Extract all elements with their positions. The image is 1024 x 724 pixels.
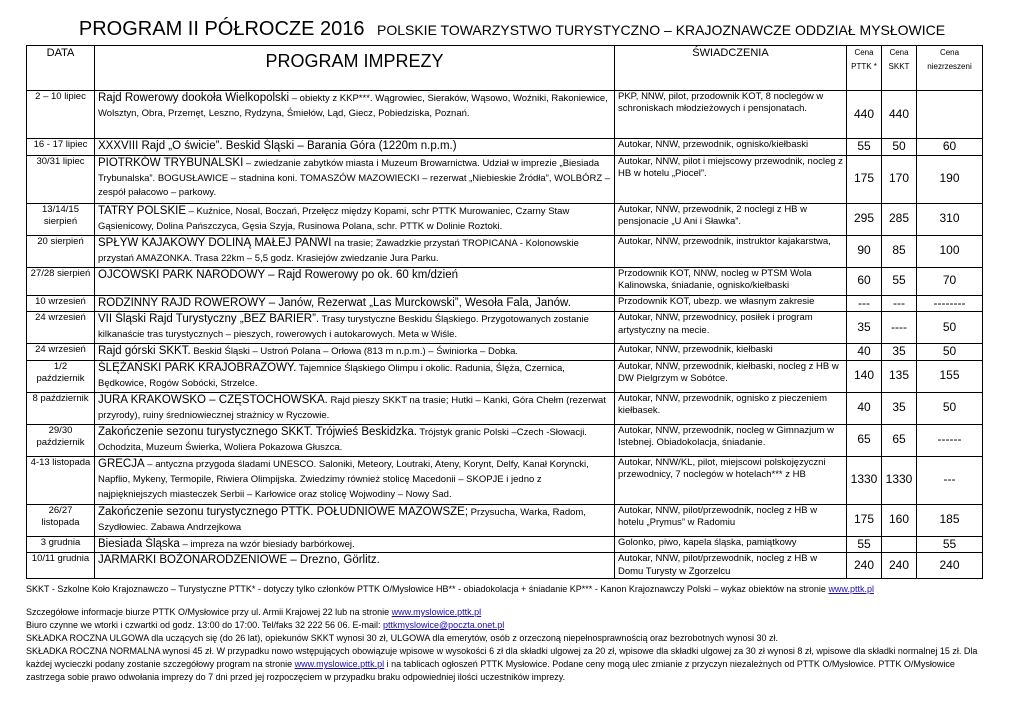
row-price-skkt: 135 [882, 360, 917, 392]
program-table [26, 45, 983, 579]
row-price-other: 50 [917, 312, 983, 344]
row-program [95, 139, 615, 156]
row-date: 8 październik [27, 392, 95, 424]
row-price-other: 155 [917, 360, 983, 392]
program-details: na trasie; Zawadzkie przystań TROPICANA - Kolonowskie przystań AMAZONKA. Trasa 22km – 5,5 godz. Krasiejów zwiedzanie Jura Parku. [98, 237, 579, 264]
row-program [95, 235, 615, 267]
row-benefits: Autokar, NNW, pilot/przewodnik, nocleg z HB w Domu Turysty w Zgorzelcu [615, 553, 847, 579]
row-price-pttk: 60 [847, 267, 882, 295]
email-link[interactable]: pttkmyslowice@poczta.onet.pl [383, 620, 505, 631]
row-price-skkt: --- [882, 295, 917, 312]
footer-info-office: Szczegółowe informacje biurze PTTK O/Mysłowice przy ul. Armii Krajowej 22 lub na stronie www.myslowice.pttk.pl [26, 607, 482, 618]
column-header-benefits: ŚWIADCZENIA [615, 46, 847, 91]
table-row [27, 91, 983, 139]
row-price-skkt: 50 [882, 139, 917, 156]
row-program [95, 312, 615, 344]
footer-info-hours: Biuro czynne we wtorki i czwartki od godz. 13:00 do 17:00. Tel/faks 32 222 56 06. E-mail: pttkmyslowice@poczta.onet.pl [26, 620, 505, 631]
row-price-skkt: 85 [882, 235, 917, 267]
row-program [95, 203, 615, 235]
row-price-skkt: 440 [882, 91, 917, 139]
row-price-pttk: 175 [847, 155, 882, 203]
program-details: – zwiedzanie zabytków miasta i Muzeum Browarnictwa. Udział w imprezie „Biesiada Trybunalska”. BOGUSŁAWICE – stadnina koni. TOMASZÓW MAZOWIECKI – rezerwat „Niebieskie Źródła”, WOLBÓRZ – zespół pałacowo – parkowy. [98, 157, 611, 199]
row-benefits: Przodownik KOT, ubezp. we własnym zakresie [615, 295, 847, 312]
row-price-pttk: 40 [847, 344, 882, 361]
program-title: JURA KRAKOWSKO – CZĘSTOCHOWSKA. [98, 393, 328, 406]
row-price-skkt: ---- [882, 312, 917, 344]
table-row [27, 155, 983, 203]
row-price-other: -------- [917, 295, 983, 312]
program-details: Beskid Śląski – Ustroń Polana – Orłowa (813 m n.p.m.) – Świniorka – Dobka. [190, 346, 519, 358]
row-program [95, 504, 615, 536]
row-benefits: Autokar, NNW, przewodnicy, posiłek i program artystyczny na mecie. [615, 312, 847, 344]
row-date: 29/30 październik [27, 424, 95, 456]
program-title: ŚLĘŻAŃSKI PARK KRAJOBRAZOWY. [98, 361, 297, 374]
row-price-pttk: 40 [847, 392, 882, 424]
row-price-pttk: 240 [847, 553, 882, 579]
row-program [95, 295, 615, 312]
row-program [95, 155, 615, 203]
row-benefits: Autokar, NNW, pilot/przewodnik, nocleg z HB w hotelu „Prymus” w Radomiu [615, 504, 847, 536]
row-date: 13/14/15 sierpień [27, 203, 95, 235]
row-price-other: 60 [917, 139, 983, 156]
footer-notes [26, 583, 996, 684]
row-date: 10/11 grudnia [27, 553, 95, 579]
row-date: 1/2 październik [27, 360, 95, 392]
row-price-other: --- [917, 456, 983, 504]
row-price-pttk: 140 [847, 360, 882, 392]
program-details: Przysucha, Warka, Radom, Szydłowiec. Zabawa Andrzejkowa [98, 506, 586, 533]
row-price-pttk: 1330 [847, 456, 882, 504]
column-header-date: DATA [27, 46, 95, 91]
row-price-skkt: 35 [882, 392, 917, 424]
table-row [27, 139, 983, 156]
table-row [27, 344, 983, 361]
program-title: VII Śląski Rajd Turystyczny „BEZ BARIER”. [98, 313, 320, 326]
pttk-link[interactable]: www.pttk.pl [828, 584, 874, 594]
program-details: Tajemnice Śląskiego Olimpu i okolic. Radunia, Ślęża, Czernica, Będkowice, Rogów Sobócki, Strzelce. [98, 362, 565, 389]
program-note: – obiekty z KKP***. [289, 93, 376, 104]
table-row [27, 295, 983, 312]
column-header-price-other: Cena niezrzeszeni [917, 46, 983, 91]
row-program [95, 91, 615, 139]
row-program [95, 392, 615, 424]
row-date: 26/27 listopada [27, 504, 95, 536]
row-benefits: Przodownik KOT, NNW, nocleg w PTSM Wola Kalinowska, śniadanie, ognisko/kiełbaski [615, 267, 847, 295]
table-row [27, 235, 983, 267]
row-price-other: 55 [917, 536, 983, 553]
row-price-other [917, 91, 983, 139]
table-row [27, 456, 983, 504]
table-row [27, 536, 983, 553]
row-price-skkt: 35 [882, 344, 917, 361]
row-price-other: 70 [917, 267, 983, 295]
table-row [27, 504, 983, 536]
row-benefits: Autokar, NNW, przewodnik, 2 noclegi z HB w pensjonacie „U Ani i Sławka”. [615, 203, 847, 235]
program-title: Rajd Rowerowy dookoła Wielkopolski [98, 92, 290, 104]
row-price-other: 240 [917, 553, 983, 579]
row-price-pttk: 440 [847, 91, 882, 139]
row-date: 30/31 lipiec [27, 155, 95, 203]
row-price-skkt: 170 [882, 155, 917, 203]
program-title: Biesiada Śląska [98, 537, 180, 550]
row-price-other: 50 [917, 344, 983, 361]
row-benefits: PKP, NNW, pilot, przodownik KOT, 8 noclegów w schroniskach młodzieżowych i pensjonatach. [615, 91, 847, 139]
row-benefits: Autokar, NNW, przewodnik, kiełbaski [615, 344, 847, 361]
program-details: Rajd pieszy SKKT na trasie; Hutki – Kanki, Góra Chełm (rezerwat przyrody), ruiny średniowiecznej strażnicy w Ryczowie. [98, 394, 606, 421]
program-title: GRECJA [98, 457, 145, 470]
row-price-other: 100 [917, 235, 983, 267]
program-title: Zakończenie sezonu turystycznego SKKT. Trójwieś Beskidzka. [98, 425, 417, 438]
row-date: 3 grudnia [27, 536, 95, 553]
row-program [95, 456, 615, 504]
program-title: JARMARKI BOŻONARODZENIOWE – Drezno, Görlitz. [98, 554, 380, 567]
row-price-other: 310 [917, 203, 983, 235]
program-details: Trójstyk granic Polski –Czech -Słowacji. Ochodzita, Muzeum Świerka, Woliera Pokazowa Głuszca. [98, 426, 587, 453]
page-title [0, 18, 1024, 41]
row-benefits: Autokar, NNW/KL, pilot, miejscowi polskojęzyczni przewodnicy, 7 noclegów w hotelach*** z HB [615, 456, 847, 504]
row-date: 20 sierpień [27, 235, 95, 267]
program-details: Wągrowiec, Sieraków, Wąsowo, Woźniki, Rakoniewice, Wolsztyn, Obra, Przemęt, Leszno, Rydzyna, Śmiełów, Ląd, Giecz, Pobiedziska, Poznań. [98, 93, 608, 119]
row-price-other: 50 [917, 392, 983, 424]
row-date: 10 wrzesień [27, 295, 95, 312]
row-benefits: Golonko, piwo, kapela śląska, pamiątkowy [615, 536, 847, 553]
myslowice-link[interactable]: www.myslowice.pttk.pl [391, 607, 482, 618]
row-price-skkt: 65 [882, 424, 917, 456]
row-price-skkt: 285 [882, 203, 917, 235]
program-title: Rajd górski SKKT. [98, 345, 191, 358]
row-price-other: ------ [917, 424, 983, 456]
row-benefits: Autokar, NNW, pilot i miejscowy przewodnik, nocleg z HB w hotelu „Piocel”. [615, 155, 847, 203]
program-details: Trasy turystyczne Beskidu Śląskiego. Przygotowanych zostanie kilkanaście tras turystycznych – pieszych, rowerowych i autokarowych. Meta w Wiśle. [98, 314, 589, 341]
row-price-pttk: 90 [847, 235, 882, 267]
table-row [27, 203, 983, 235]
title-main: PROGRAM II PÓŁROCZE 2016 [78, 18, 365, 40]
table-row [27, 392, 983, 424]
row-date: 4-13 listopada [27, 456, 95, 504]
row-benefits: Autokar, NNW, przewodnik, kiełbaski, nocleg z HB w DW Pielgrzym w Sobótce. [615, 360, 847, 392]
row-program [95, 536, 615, 553]
row-price-pttk: --- [847, 295, 882, 312]
row-price-pttk: 35 [847, 312, 882, 344]
row-program [95, 344, 615, 361]
row-price-pttk: 55 [847, 536, 882, 553]
row-price-skkt: 160 [882, 504, 917, 536]
column-header-price-pttk: Cena PTTK * [847, 46, 882, 91]
row-date: 24 wrzesień [27, 312, 95, 344]
table-row [27, 267, 983, 295]
row-price-pttk: 175 [847, 504, 882, 536]
footer-info-reduced-fee: SKŁADKA ROCZNA ULGOWA dla uczących się (do 26 lat), opiekunów SKKT wynosi 30 zł, ULGOWA dla emerytów, osób z orzeczoną niepełnosprawnością oraz bezrobotnych wynosi 30 zł. [26, 633, 779, 644]
row-price-skkt: 240 [882, 553, 917, 579]
row-date: 27/28 sierpień [27, 267, 95, 295]
row-price-pttk: 65 [847, 424, 882, 456]
row-price-skkt: 1330 [882, 456, 917, 504]
table-header-row [27, 46, 983, 91]
program-title: XXXVIII Rajd „O świcie”. Beskid Śląski – Barania Góra (1220m n.p.m.) [98, 140, 457, 152]
program-title: SPŁYW KAJAKOWY DOLINĄ MAŁEJ PANWI [98, 236, 332, 249]
row-benefits: Autokar, NNW, przewodnik, instruktor kajakarstwa, [615, 235, 847, 267]
program-title: TATRY POLSKIE [98, 204, 186, 217]
row-program [95, 360, 615, 392]
row-price-pttk: 295 [847, 203, 882, 235]
program-title: RODZINNY RAJD ROWEROWY – Janów, Rezerwat „Las Murckowski”, Wesoła Fala, Janów. [98, 296, 571, 309]
table-row [27, 424, 983, 456]
program-title: Zakończenie sezonu turystycznego PTTK. POŁUDNIOWE MAZOWSZE; [98, 505, 469, 518]
row-date: 16 - 17 lipiec [27, 139, 95, 156]
program-title: OJCOWSKI PARK NARODOWY – Rajd Rowerowy po ok. 60 km/dzień [98, 268, 459, 281]
row-benefits: Autokar, NNW, przewodnik, nocleg w Gimnazjum w Istebnej. Obiadokolacja, śniadanie. [615, 424, 847, 456]
myslowice-link-2[interactable]: www.myslowice.pttk.pl [294, 659, 385, 670]
row-benefits: Autokar, NNW, przewodnik, ognisko/kiełbaski [615, 139, 847, 156]
row-date: 2 – 10 lipiec [27, 91, 95, 139]
footer-legend: SKKT - Szkolne Koło Krajoznawczo – Turystyczne PTTK* - dotyczy tylko członków PTTK O/Mysłowice HB** - obiadokolacja + śniadanie KP*** - Kanon Krajoznawczy Polski – wykaz obiektów na stronie www.pttk.pl [26, 584, 874, 594]
row-program [95, 267, 615, 295]
row-benefits: Autokar, NNW, przewodnik, ognisko z pieczeniem kiełbasek. [615, 392, 847, 424]
row-program [95, 553, 615, 579]
row-price-skkt [882, 536, 917, 553]
table-row [27, 312, 983, 344]
title-organization: POLSKIE TOWARZYSTWO TURYSTYCZNO – KRAJOZNAWCZE ODDZIAŁ MYSŁOWICE [376, 22, 946, 38]
row-program [95, 424, 615, 456]
program-details: – Kuźnice, Nosal, Boczań, Przełęcz między Kopami, schr PTTK Murowaniec, Czarny Staw Gąsienicowy, Dolina Pańszczyca, Gęsia Szyja, Rusinowa Polana, schr. PTTK w Dolinie Roztoki. [98, 205, 570, 232]
program-details: – antyczna przygoda śladami UNESCO. Saloniki, Meteory, Loutraki, Ateny, Korynt, Delfy, Kanał Koryncki, Napflio, Mykeny, Termopile, Riwiera Olimpijska. Zwiedzimy również stolicę Macedonii – SKOPJE i jedno z najpiękniejszych miasteczek Serbii – Karłowice oraz stolicę Wojwodiny – Nowy Sad. [98, 458, 589, 500]
column-header-price-skkt: Cena SKKT [882, 46, 917, 91]
table-row [27, 360, 983, 392]
program-title: PIOTRKÓW TRYBUNALSKI [98, 156, 244, 169]
row-price-skkt: 55 [882, 267, 917, 295]
row-price-other: 190 [917, 155, 983, 203]
table-row [27, 553, 983, 579]
footer-info-normal-fee: SKŁADKA ROCZNA NORMALNA wynosi 45 zł. W przypadku nowo wstępujących obowiązuje wpisowe w wysokości 6 zł dla składki ulgowej za 20 zł, wpisowe dla składki ulgowej za 30 zł wynosi 8 zł, wpisowe dla składki normalnej 15 zł. Dla każdej wycieczki podany zostanie szczegółowy program na stronie www.myslowice.pttk.pl i na tablicach ogłoszeń PTTK Mysłowice. Podane ceny mogą ulec zmianie z przyczyn niezależnych od PTTK O/Mysłowice. PTTK O/Mysłowice zastrzega sobie prawo odwołania imprezy do 7 dni przed jej rozpoczęciem w przypadku braku odpowiedniej ilości uczestników imprezy. [26, 646, 978, 683]
program-details: – impreza na wzór biesiady barbórkowej. [179, 538, 355, 550]
row-date: 24 wrzesień [27, 344, 95, 361]
row-price-pttk: 55 [847, 139, 882, 156]
row-price-other: 185 [917, 504, 983, 536]
column-header-program: PROGRAM IMPREZY [95, 46, 615, 91]
